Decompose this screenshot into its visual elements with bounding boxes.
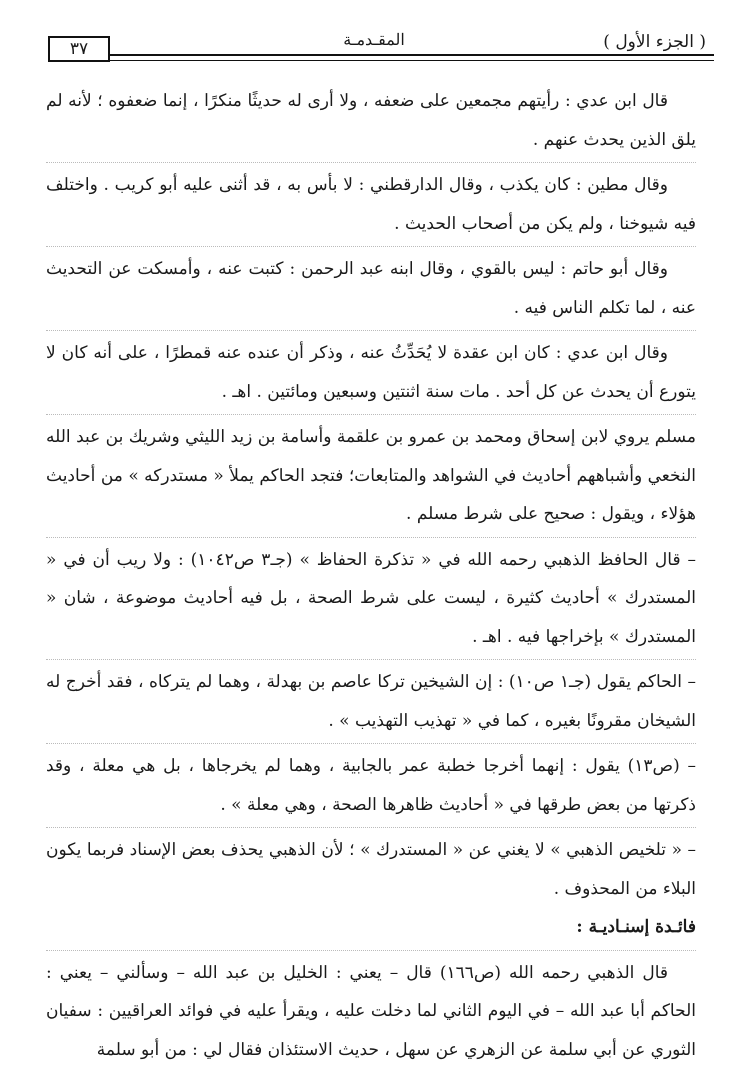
paragraph: قال ابن عدي : رأيتهم مجمعين على ضعفه ، ولا أرى له حديثًا منكرًا ، إنما ضعفوه ؛ لأنه لم يلق الذين يحدث عنهم .: [46, 82, 696, 159]
header-rule-thin: [106, 60, 714, 61]
paragraph: – قال الحافظ الذهبي رحمه الله في « تذكرة الحفاظ » (جـ٣ ص١٠٤٢) : ولا ريب أن في « المستدرك » أحاديث كثيرة ، ليست على شرط الصحة ، بل فيه أحاديث موضوعة ، شان « المستدرك » بإخراجها فيه . اهـ .: [46, 541, 696, 657]
divider: [46, 414, 696, 415]
paragraph: وقال مطين : كان يكذب ، وقال الدارقطني : لا بأس به ، قد أثنى عليه أبو كريب . واختلف فيه شيوخنا ، ولم يكن من أصحاب الحديث .: [46, 166, 696, 243]
divider: [46, 743, 696, 744]
divider: [46, 162, 696, 163]
paragraph: – (ص١٣) يقول : إنهما أخرجا خطبة عمر بالجابية ، وهما لم يخرجاها ، بل هي معلة ، وقد ذكرتها من بعض طرقها في « أحاديث ظاهرها الصحة ، وهي معلة » .: [46, 747, 696, 824]
paragraph: قال الذهبي رحمه الله (ص١٦٦) قال – يعني : الخليل بن عبد الله – وسألني – يعني : الحاكم أبا عبد الله – في اليوم الثاني لما دخلت عليه ، ويقرأ عليه في فوائد العراقيين : سفيان الثوري عن أبي سلمة عن الزهري عن سهل ، حديث الاستئذان فقال لي : من أبو سلمة: [46, 954, 696, 1069]
page-body: [46, 82, 696, 1069]
divider: [46, 537, 696, 538]
chapter-title: المقـدمـة: [343, 30, 405, 49]
divider: [46, 950, 696, 951]
divider: [46, 246, 696, 247]
page-number: ٣٧: [48, 36, 110, 62]
divider: [46, 827, 696, 828]
paragraph: – الحاكم يقول (جـ١ ص١٠) : إن الشيخين تركا عاصم بن بهدلة ، وهما لم يتركاه ، فقد أخرج له الشيخان مقرونًا بغيره ، كما في « تهذيب التهذيب » .: [46, 663, 696, 740]
divider: [46, 659, 696, 660]
paragraph: وقال أبو حاتم : ليس بالقوي ، وقال ابنه عبد الرحمن : كتبت عنه ، وأمسكت عن التحديث عنه ، لما تكلم الناس فيه .: [46, 250, 696, 327]
page-header: [34, 26, 714, 66]
paragraph: مسلم يروي لابن إسحاق ومحمد بن عمرو بن علقمة وأسامة بن زيد الليثي وشريك بن عبد الله النخعي وأشباههم أحاديث في الشواهد والمتابعات؛ فتجد الحاكم يملأ « مستدركه » من أحاديث هؤلاء ، ويقول : صحيح على شرط مسلم .: [46, 418, 696, 534]
section-heading: فائـدة إسنـاديـة :: [46, 908, 696, 947]
divider: [46, 330, 696, 331]
part-label: ( الجزء الأول ): [603, 32, 706, 52]
paragraph: وقال ابن عدي : كان ابن عقدة لا يُحَدِّثُ عنه ، وذكر أن عنده عنه قمطرًا ، على أنه كان لا يتورع أن يحدث عن كل أحد . مات سنة اثنتين وسبعين ومائتين . اهـ .: [46, 334, 696, 411]
paragraph: – « تلخيص الذهبي » لا يغني عن « المستدرك » ؛ لأن الذهبي يحذف بعض الإسناد فربما يكون البلاء من المحذوف .: [46, 831, 696, 908]
header-rule: [106, 54, 714, 56]
